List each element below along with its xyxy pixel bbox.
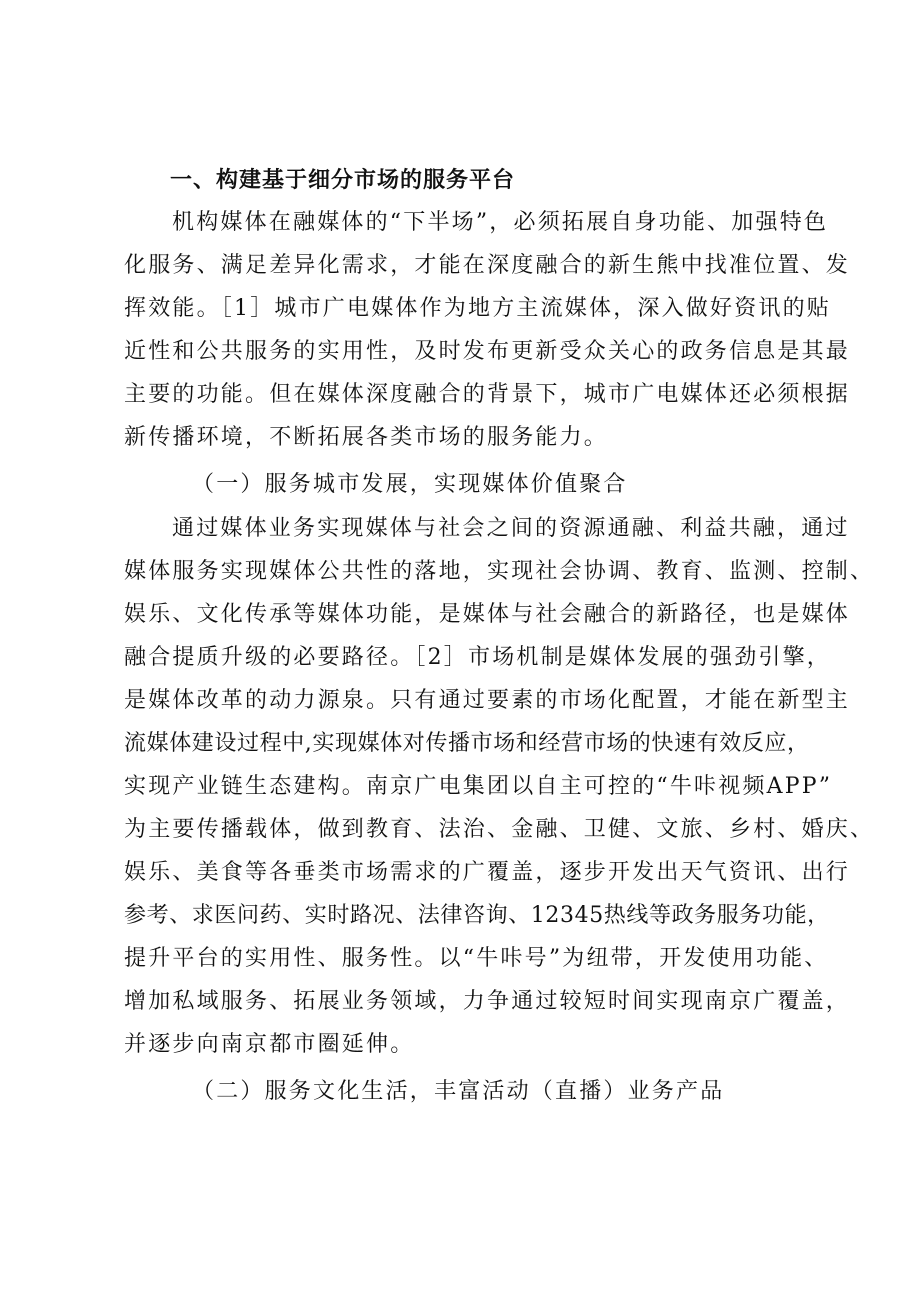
- paragraph-line: 娱乐、美食等各垂类市场需求的广覆盖，逐步开发出天气资讯、出行: [124, 860, 851, 885]
- paragraph-line: 近性和公共服务的实用性，及时发布更新受众关心的政务信息是其最: [124, 339, 851, 364]
- paragraph-line: 流媒体建设过程中,实现媒体对传播市场和经营市场的快速有效反应，: [124, 731, 810, 756]
- paragraph-line: 参考、求医问药、实时路况、法律咨询、12345热线等政务服务功能，: [124, 903, 830, 928]
- paragraph-line: 实现产业链生态建构。南京广电集团以自主可控的“牛咔视频APP”: [124, 774, 833, 799]
- subsection-heading: （一）服务城市发展，实现媒体价值聚合: [192, 472, 628, 497]
- subsection-heading: （二）服务文化生活，丰富活动（直播）业务产品: [192, 1079, 725, 1104]
- paragraph-line: 挥效能。［1］城市广电媒体作为地方主流媒体，深入做好资讯的贴: [124, 296, 831, 321]
- paragraph-line: 为主要传播载体，做到教育、法治、金融、卫健、文旅、乡村、婚庆、: [124, 817, 875, 842]
- section-heading: 一、构建基于细分市场的服务平台: [170, 168, 516, 193]
- paragraph-line: 通过媒体业务实现媒体与社会之间的资源通融、利益共融，通过: [172, 516, 850, 541]
- paragraph-line: 娱乐、文化传承等媒体功能，是媒体与社会融合的新路径，也是媒体: [124, 602, 851, 627]
- paragraph-line: 是媒体改革的动力源泉。只有通过要素的市场化配置，才能在新型主: [124, 688, 851, 713]
- paragraph-line: 新传播环境，不断拓展各类市场的服务能力。: [124, 425, 609, 450]
- paragraph-line: 化服务、满足差异化需求，才能在深度融合的新生熊中找准位置、发: [124, 253, 851, 278]
- paragraph-line: 媒体服务实现媒体公共性的落地，实现社会协调、教育、监测、控制、: [124, 559, 875, 584]
- paragraph-line: 增加私域服务、拓展业务领域，力争通过较短时间实现南京广覆盖，: [124, 989, 851, 1014]
- paragraph-line: 并逐步向南京都市圈延伸。: [124, 1032, 415, 1057]
- paragraph-line: 主要的功能。但在媒体深度融合的背景下，城市广电媒体还必须根据: [124, 382, 851, 407]
- paragraph-line: 提升平台的实用性、服务性。以“牛咔号”为纽带，开发使用功能、: [124, 946, 829, 971]
- paragraph-line: 融合提质升级的必要路径。［2］市场机制是媒体发展的强劲引擎，: [124, 645, 831, 670]
- paragraph-line: 机构媒体在融媒体的“下半场”，必须拓展自身功能、加强特色: [172, 210, 829, 235]
